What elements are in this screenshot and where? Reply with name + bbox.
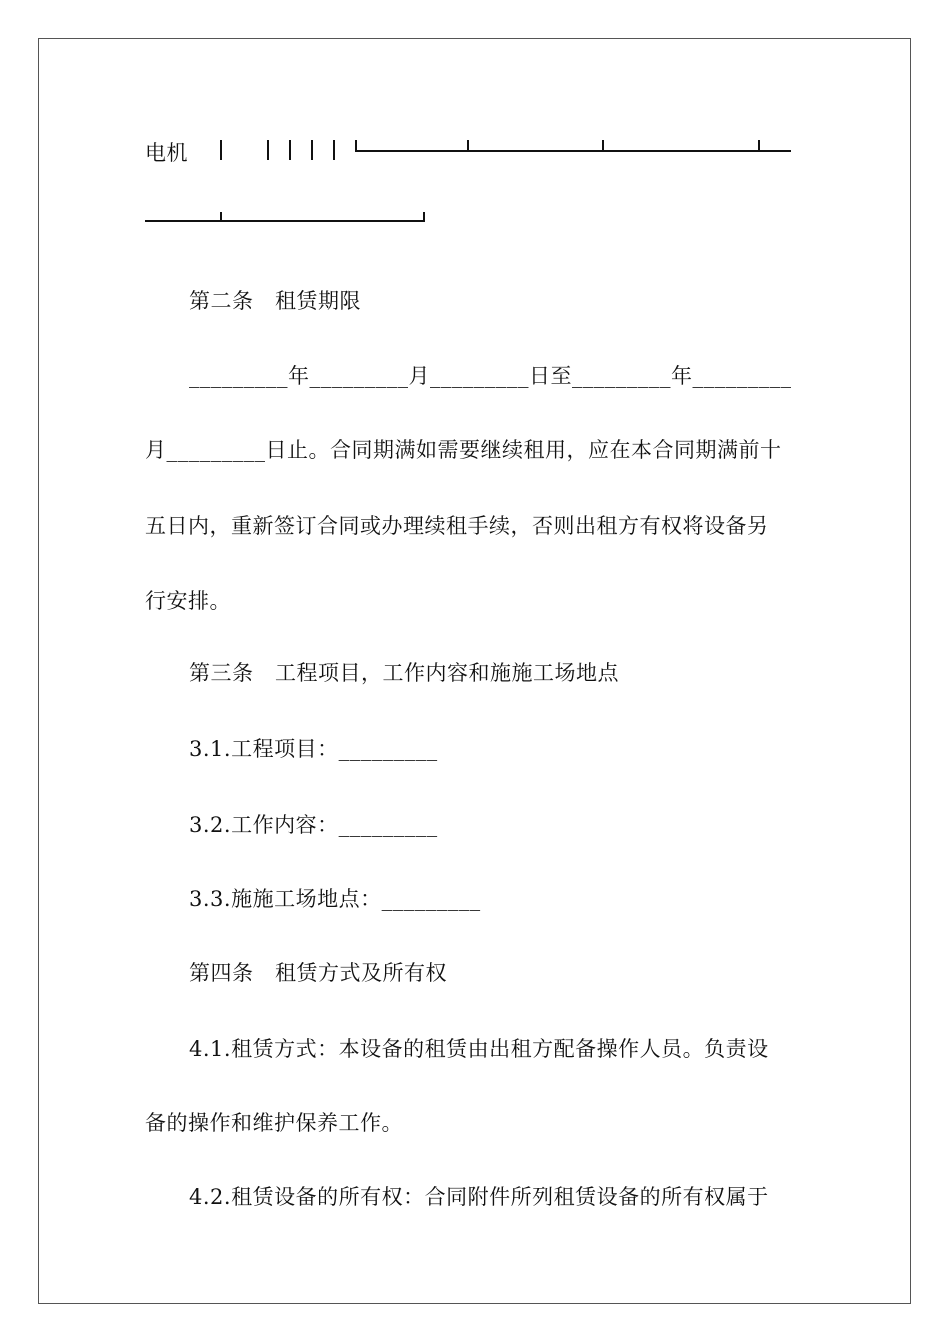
article4-item1-line1: 4.1.租赁方式：本设备的租赁由出租方配备操作人员。负责设 [189, 1037, 769, 1061]
article4-item2-line1: 4.2.租赁设备的所有权：合同附件所列租赁设备的所有权属于 [189, 1185, 769, 1209]
article2-date-line: _________年_________月_________日至_________年_________ [189, 364, 792, 388]
article2-heading: 第二条 租赁期限 [189, 289, 361, 313]
article4-heading: 第四条 租赁方式及所有权 [189, 961, 447, 985]
article3-item1: 3.1.工程项目：_________ [189, 737, 438, 761]
table-cell-motor: 电机 [145, 141, 188, 165]
article3-heading: 第三条 工程项目，工作内容和施施工场地点 [189, 661, 619, 685]
article2-line3: 五日内，重新签订合同或办理续租手续，否则出租方有权将设备另 [145, 514, 769, 538]
article4-item1-line2: 备的操作和维护保养工作。 [145, 1111, 403, 1135]
article3-item3: 3.3.施施工场地点：_________ [189, 887, 481, 911]
article3-item2: 3.2.工作内容：_________ [189, 813, 438, 837]
article2-line4: 行安排。 [145, 589, 231, 613]
article2-line2: 月_________日止。合同期满如需要继续租用，应在本合同期满前十 [145, 438, 782, 462]
